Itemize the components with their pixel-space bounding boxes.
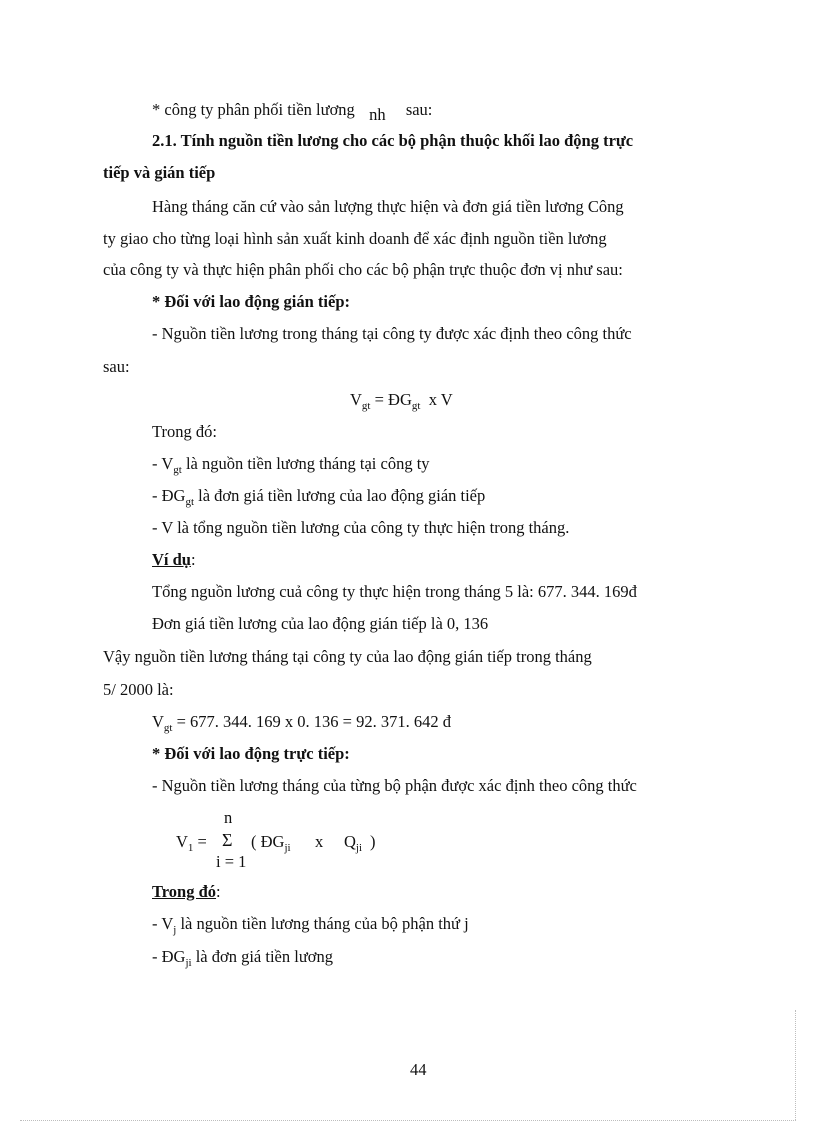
page-number: 44: [410, 1060, 427, 1079]
definition-item: - $V_{gt}$ là nguồn tiền lương tháng tại công ty: [152, 454, 430, 476]
paragraph-line: Hàng tháng căn cứ vào sản lượng thực hiện và đơn giá tiền lương Công: [152, 197, 624, 216]
formula-times: x: [315, 832, 324, 851]
definition-item: - $ĐG_{gt}$ là đơn giá tiền lương của lao động gián tiếp: [152, 486, 486, 508]
definition-item: - $ĐG_{ji}$ là đơn giá tiền lương: [152, 947, 333, 969]
definition-item: - $V_j$ là nguồn tiền lương tháng của bộ phận thứ j: [152, 914, 469, 936]
formula-close-paren: ): [370, 832, 376, 851]
example-line: 5/ 2000 là:: [103, 680, 174, 699]
sigma-upper-limit: n: [224, 808, 233, 827]
paragraph-line: - Nguồn tiền lương trong tháng tại công ty được xác định theo công thức: [152, 324, 632, 343]
intro-tail: sau:: [405, 100, 433, 119]
sigma-lower-limit: i = 1: [216, 852, 247, 871]
paragraph-line: - Nguồn tiền lương tháng của từng bộ phận được xác định theo công thức: [152, 776, 637, 795]
formula-vgt: $V_{gt}$ = $ĐG_{gt}$ x V: [350, 390, 453, 412]
section-heading-line1: [152, 131, 716, 151]
paragraph-line: sau:: [103, 357, 130, 376]
sigma-symbol: Σ: [222, 830, 233, 850]
where-label: Trong đó:: [152, 882, 221, 901]
example-line: Đơn giá tiền lương của lao động gián tiếp là 0, 136: [152, 614, 489, 633]
intro-text: * công ty phân phối tiền lương: [152, 100, 355, 119]
intro-fragment: nh: [369, 105, 386, 124]
example-line: Vậy nguồn tiền lương tháng tại công ty của lao động gián tiếp trong tháng: [103, 647, 592, 666]
example-calculation: $V_{gt} = 677$. 344. 169 x 0. 136 = 92. 371. 642 đ: [152, 712, 451, 734]
indirect-labor-heading: * Đối với lao động gián tiếp:: [152, 292, 350, 311]
formula-quantity: $Q_{ji}$: [344, 832, 363, 854]
definition-item: - V là tổng nguồn tiền lương của công ty thực hiện trong tháng.: [152, 518, 570, 537]
section-heading-text: 2.1. Tính nguồn tiền lương cho các bộ phận thuộc khối lao động trực: [152, 131, 634, 150]
where-label: Trong đó:: [152, 422, 217, 441]
formula-sum-term: ( $ĐG_{ji}$: [251, 832, 291, 854]
page-border-bottom: [20, 1120, 796, 1121]
page-border-right: [795, 1010, 796, 1120]
paragraph-line: ty giao cho từng loại hình sản xuất kinh doanh để xác định nguồn tiền lương: [103, 229, 607, 248]
section-heading-line2: tiếp và gián tiếp: [103, 163, 216, 182]
intro-line: [152, 100, 433, 124]
paragraph-line: của công ty và thực hiện phân phối cho các bộ phận trực thuộc đơn vị như sau:: [103, 260, 623, 279]
example-label: Ví dụ:: [152, 550, 196, 569]
formula-vj: $V_1$ =: [176, 832, 211, 854]
example-line: Tổng nguồn lương cuả công ty thực hiện trong tháng 5 là: 677. 344. 169đ: [152, 582, 637, 601]
direct-labor-heading: * Đối với lao động trực tiếp:: [152, 744, 350, 763]
